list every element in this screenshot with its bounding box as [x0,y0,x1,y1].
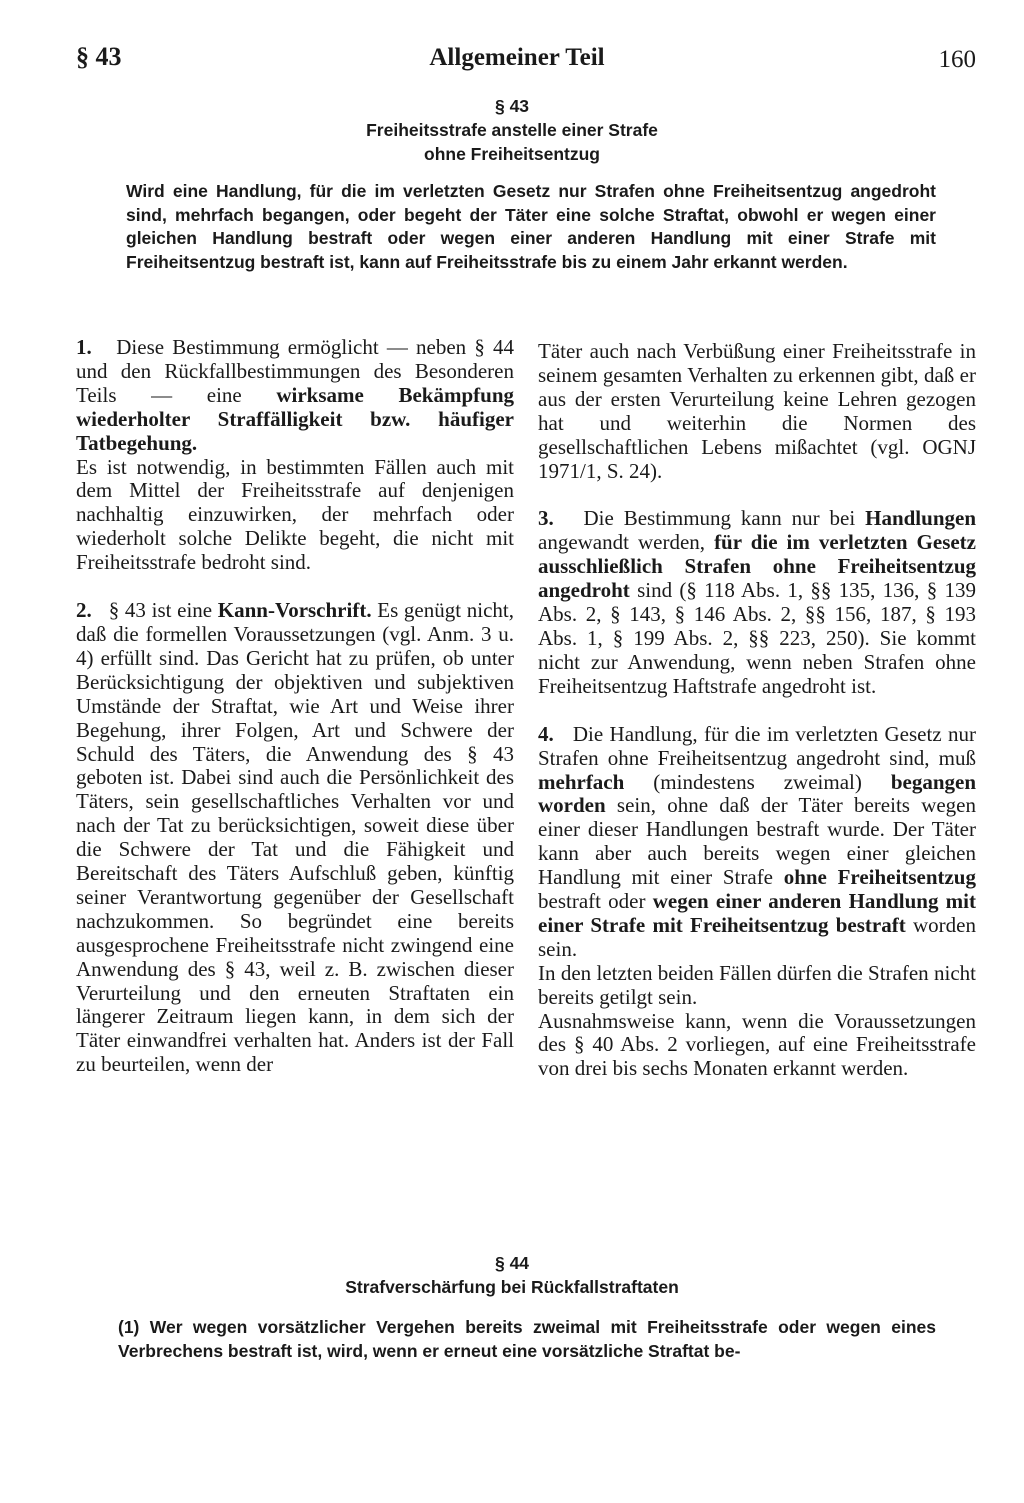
page-number: 160 [938,46,976,73]
note-1 [76,336,514,456]
section-44-title: Strafverschärfung bei Rückfallstraftaten [345,1277,679,1297]
note-3-emphasis-1: Handlungen [865,506,976,531]
section-44-number: § 44 [494,1253,530,1273]
note-4 [538,723,976,962]
section-44-heading [0,1251,1024,1299]
page-header [76,42,976,82]
note-1-text: Diese Bestimmung ermöglicht — neben § 44 und den Rückfallbestimmungen des Besonderen Teils — eine [76,335,514,407]
header-title: Allgemeiner Teil [429,44,605,71]
section-43-title-line1: Freiheitsstrafe anstelle einer Strafe [366,120,658,140]
note-3-emphasis-2: für die im verletzten Gesetz ausschließlich Strafen ohne Freiheitsentzug angedroht [538,530,976,603]
note-4-number: 4. [538,721,554,746]
note-3-text: Die Bestimmung kann nur bei [583,506,866,531]
note-4-emphasis-3: ohne Freiheitsentzug [783,865,976,890]
commentary-right-column [538,340,976,1081]
note-2-text: § 43 ist eine [108,598,218,623]
note-1-emphasis: wirksame Bekämpfung wiederholter Straffälligkeit bzw. häufiger Tatbegehung. [76,382,514,455]
note-4-text-5: worden sein. [538,912,976,961]
note-4-text-2: (mindestens zweimal) [624,769,891,794]
section-43-number: § 43 [494,96,530,116]
note-2-number: 2. [76,598,92,623]
section-43-heading [0,94,1024,166]
note-4-text-4: bestraft oder [538,889,653,914]
note-2-emphasis: Kann-Vorschrift. [217,598,372,623]
note-1-continuation: Es ist notwendig, in bestimmten Fällen auch mit dem Mittel der Freiheitsstrafe auf denjenigen nachhaltig einzuwirken, der mehrfach oder wiederholt solche Delikte begeht, die nicht mit Freiheitsstrafe bedroht sind. [76,454,514,575]
note-2 [76,599,514,1077]
commentary-left-column [76,336,514,1077]
note-4-emphasis-1: mehrfach [538,769,625,794]
section-44-law-text: (1) Wer wegen vorsätzlicher Vergehen bereits zweimal mit Freiheitsstrafe oder wegen eines Verbrechens bestraft ist, wird, wenn er erneut eine vorsätzliche Straftat be- [118,1317,936,1361]
note-4-text-3: sein, ohne daß der Täter bereits wegen einer dieser Handlungen bestraft wurde. Der Täter kann aber auch bereits wegen einer gleichen Handlung mit einer Strafe [538,793,976,890]
note-3-text-3: sind (§ 118 Abs. 1, §§ 135, 136, § 139 Abs. 2, § 143, § 146 Abs. 2, §§ 156, 187, § 193 Abs. 1, § 199 Abs. 2, §§ 223, 250). Sie kommt nicht zur Anwendung, wenn neben Strafen ohne Freiheitsentzug Haftstrafe angedroht ist. [538,578,976,698]
header-paragraph-ref: § 43 [76,42,122,71]
note-4-text: Die Handlung, für die im verletzten Gesetz nur Strafen ohne Freiheitsentzug angedroht sind, muß [538,721,976,770]
section-43-law-text: Wird eine Handlung, für die im verletzten Gesetz nur Strafen ohne Freiheitsentzug angedroht sind, mehrfach begangen, oder begeht der Täter eine solche Straftat, obwohl er wegen einer gleichen Handlung bestraft oder wegen einer anderen Handlung mit einer Strafe mit Freiheitsentzug bestraft ist, kann auf Freiheitsstrafe bis zu einem Jahr erkannt werden. [126,181,936,272]
note-1-number: 1. [76,335,92,359]
note-4-paragraph-3: Ausnahmsweise kann, wenn die Voraussetzungen des § 40 Abs. 2 vorliegen, auf eine Freiheitsstrafe von drei bis sechs Monaten erkannt werden. [538,1008,976,1081]
note-3-text-2: angewandt werden, [538,530,715,555]
note-2-body: Es genügt nicht, daß die formellen Voraussetzungen (vgl. Anm. 3 u. 4) erfüllt sind. Das Gericht hat zu prüfen, ob unter Berücksichtigung der objektiven und subjektiven Umstände der Straftat, wie Art und Weise ihrer Begehung, ihrer Folgen, Art und Schwere der Schuld des Täters, die Anwendung des § 43 geboten ist. Dabei sind auch die Persönlichkeit des Täters, sein gesellschaftliches Verhalten vor und nach der Tat zu berücksichtigen, soweit diese über die Schwere der Tat und die Fähigkeit und Bereitschaft des Täters Aufschluß geben, künftig seiner Verantwortung gegenüber der Gesellschaft nachzukommen. So begründet eine bereits ausgesprochene Freiheitsstrafe nicht zwingend eine Anwendung des § 43, weil z. B. zwischen dieser Verurteilung und den erneuten Straftaten ein längerer Zeitraum liegen kann, in dem sich der Täter einwandfrei verhalten hat. Anders ist der Fall zu beurteilen, wenn der [76,598,514,1077]
section-43-title-line2: ohne Freiheitsentzug [424,144,600,164]
note-4-emphasis-4: wegen einer anderen Handlung mit einer Strafe mit Freiheitsentzug bestraft [538,889,976,937]
note-4-paragraph-2: In den letzten beiden Fällen dürfen die Strafen nicht bereits getilgt sein. [538,960,976,1009]
note-4-emphasis-2: begangen worden [538,769,976,818]
note-2-continuation: Täter auch nach Verbüßung einer Freiheitsstrafe in seinem gesamten Verhalten zu erkennen gibt, daß er aus der ersten Verurteilung keine Lehren gezogen hat und weiterhin die Normen des gesellschaftlichen Lebens mißachtet (vgl. OGNJ 1971/1, S. 24). [538,339,976,483]
note-3 [538,507,976,698]
note-3-number: 3. [538,506,554,531]
